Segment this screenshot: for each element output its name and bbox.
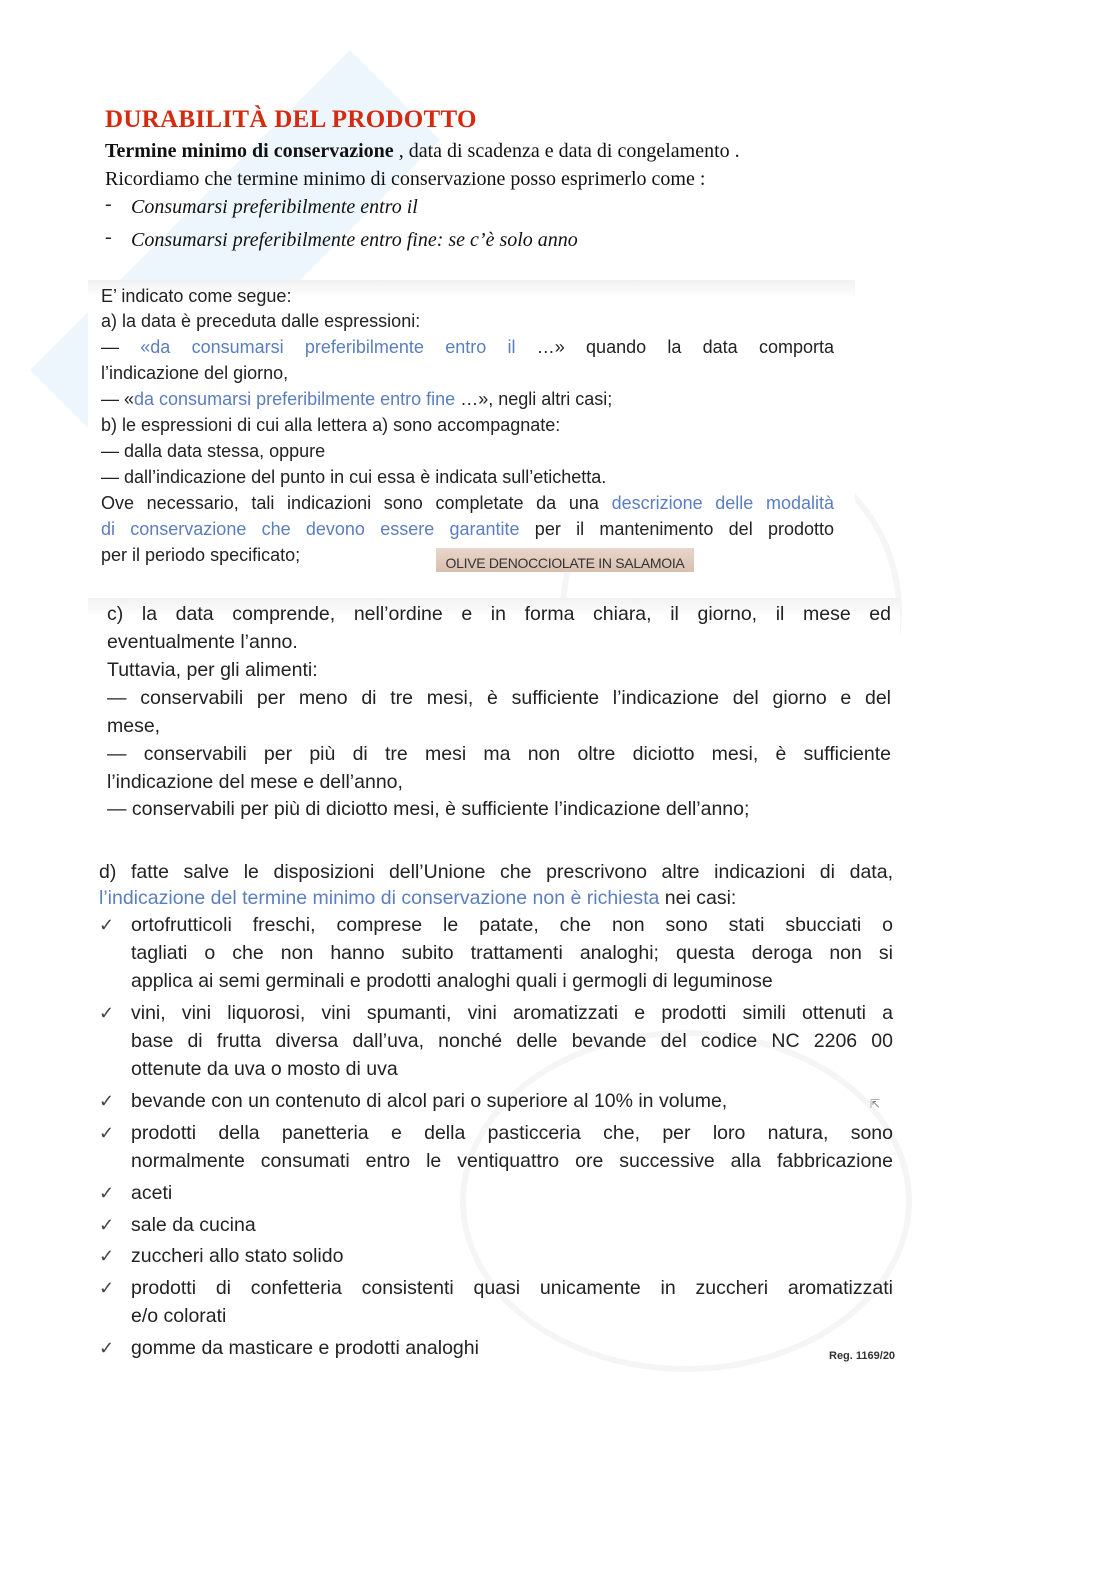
- checkmark-icon: ✓: [99, 1215, 115, 1235]
- text-line: [107, 603, 891, 626]
- text-line: [101, 519, 834, 540]
- highlighted-text: di conservazione che devono essere garantite: [101, 519, 520, 539]
- text-line: [131, 1030, 893, 1053]
- text-segment: l’indicazione del giorno,: [101, 363, 289, 383]
- checkmark-icon: ✓: [99, 1338, 115, 1358]
- text-line: [99, 887, 736, 910]
- dash-bullet: -: [105, 226, 112, 248]
- intro-rest: , data di scadenza e data di congelamento .: [393, 140, 740, 162]
- text-line: [101, 337, 834, 358]
- highlighted-text: l’indicazione del termine minimo di conservazione non è richiesta: [99, 887, 660, 909]
- text-segment: per il mantenimento del prodotto: [519, 519, 835, 539]
- mouse-cursor-icon: ⇱: [870, 1097, 881, 1111]
- text-segment: — conservabili per meno di tre mesi, è sufficiente l’indicazione del giorno e del: [107, 687, 891, 709]
- text-line: [107, 798, 749, 821]
- text-line: [131, 1277, 893, 1300]
- regulation-reference: Reg. 1169/20: [829, 1350, 896, 1362]
- text-line: [107, 715, 160, 738]
- text-line: [131, 970, 773, 993]
- text-segment: b) le espressioni di cui alla lettera a) sono accompagnate:: [101, 415, 561, 435]
- text-segment: per il periodo specificato;: [101, 545, 301, 565]
- text-segment: — conservabili per più di tre mesi ma non oltre diciotto mesi, è sufficiente: [107, 743, 891, 765]
- text-line: [101, 493, 834, 514]
- text-segment: a) la data è preceduta dalle espressioni:: [101, 311, 421, 331]
- text-line: [131, 1122, 893, 1145]
- checkmark-icon: ✓: [99, 1091, 115, 1111]
- text-segment: e/o colorati: [131, 1305, 227, 1327]
- intro-bullet: Consumarsi preferibilmente entro il: [131, 196, 418, 218]
- checkmark-icon: ✓: [99, 1246, 115, 1266]
- text-segment: vini, vini liquorosi, vini spumanti, vini aromatizzati e prodotti simili ottenuti a: [131, 1002, 893, 1024]
- text-segment: d) fatte salve le disposizioni dell’Unione che prescrivono altre indicazioni di data,: [99, 861, 893, 883]
- text-segment: bevande con un contenuto di alcol pari o superiore al 10% in volume,: [131, 1090, 728, 1112]
- intro-bullet: Consumarsi preferibilmente entro fine: se c’è solo anno: [131, 229, 578, 251]
- intro-bold-term: Termine minimo di conservazione: [105, 140, 394, 162]
- text-line: [101, 363, 288, 384]
- text-segment: — dalla data stessa, oppure: [101, 441, 326, 461]
- text-segment: …» quando la data comporta: [515, 337, 834, 357]
- text-segment: tagliati o che non hanno subito trattamenti analoghi; questa deroga non si: [131, 942, 893, 964]
- checkmark-icon: ✓: [99, 1123, 115, 1143]
- text-line: [99, 861, 893, 884]
- text-segment: — «: [101, 389, 135, 409]
- text-segment: zuccheri allo stato solido: [131, 1245, 344, 1267]
- text-line: [107, 687, 891, 710]
- page-title: DURABILITÀ DEL PRODOTTO: [105, 106, 477, 133]
- highlighted-text: «da consumarsi preferibilmente entro il: [140, 337, 516, 357]
- text-segment: applica ai semi germinali e prodotti analoghi quali i germogli di leguminose: [131, 970, 773, 992]
- text-line: [131, 1058, 398, 1081]
- text-segment: — conservabili per più di diciotto mesi, è sufficiente l’indicazione dell’anno;: [107, 798, 750, 820]
- text-line: [101, 311, 420, 332]
- text-line: [101, 467, 606, 488]
- text-line: [131, 914, 893, 937]
- checkmark-icon: ✓: [99, 915, 115, 935]
- text-segment: ortofrutticoli freschi, comprese le patate, che non sono stati sbucciati o: [131, 914, 893, 936]
- text-segment: c) la data comprende, nell’ordine e in forma chiara, il giorno, il mese ed: [107, 603, 891, 625]
- text-segment: normalmente consumati entro le ventiquattro ore successive alla fabbricazione: [131, 1150, 893, 1172]
- text-line: [107, 743, 891, 766]
- text-line: [101, 389, 612, 410]
- text-segment: gomme da masticare e prodotti analoghi: [131, 1337, 479, 1359]
- text-line: [131, 1182, 172, 1205]
- checkmark-icon: ✓: [99, 1278, 115, 1298]
- highlighted-text: da consumarsi preferibilmente entro fine: [134, 389, 456, 409]
- text-line: [131, 1214, 256, 1237]
- text-segment: — dall’indicazione del punto in cui essa è indicata sull’etichetta.: [101, 467, 607, 487]
- text-line: [131, 1245, 343, 1268]
- text-segment: ottenute da uva o mosto di uva: [131, 1058, 398, 1080]
- text-line: [101, 545, 300, 566]
- highlighted-text: descrizione delle modalità: [611, 493, 834, 513]
- checkmark-icon: ✓: [99, 1003, 115, 1023]
- text-segment: base di frutta diversa dall’uva, nonché delle bevande del codice NC 2206 00: [131, 1030, 893, 1052]
- intro-line-2: Ricordiamo che termine minimo di conservazione posso esprimerlo come :: [105, 168, 706, 190]
- text-segment: prodotti della panetteria e della pasticceria che, per loro natura, sono: [131, 1122, 893, 1144]
- text-line: [101, 415, 560, 436]
- text-line: [131, 1090, 727, 1113]
- text-line: [101, 441, 325, 462]
- dash-bullet: -: [105, 193, 112, 215]
- text-segment: eventualmente l’anno.: [107, 631, 298, 653]
- checkmark-icon: ✓: [99, 1183, 115, 1203]
- text-segment: Ove necessario, tali indicazioni sono completate da una: [101, 493, 612, 513]
- product-label-image: OLIVE DENOCCIOLATE IN SALAMOIA: [436, 548, 694, 572]
- text-segment: Tuttavia, per gli alimenti:: [107, 659, 318, 681]
- text-line: [107, 631, 298, 654]
- text-segment: nei casi:: [659, 887, 737, 909]
- text-line: [131, 1337, 479, 1360]
- watermark-seal: [460, 1030, 912, 1372]
- text-line: [131, 1002, 893, 1025]
- text-segment: —: [101, 337, 141, 357]
- text-line: [107, 659, 318, 682]
- text-line: [131, 1150, 893, 1173]
- text-line: [131, 942, 893, 965]
- text-line: [107, 771, 403, 794]
- text-segment: mese,: [107, 715, 161, 737]
- text-line: [131, 1305, 226, 1328]
- text-segment: sale da cucina: [131, 1214, 256, 1236]
- text-segment: aceti: [131, 1182, 173, 1204]
- text-segment: l’indicazione del mese e dell’anno,: [107, 771, 403, 793]
- text-segment: E’ indicato come segue:: [101, 286, 292, 306]
- text-segment: …», negli altri casi;: [455, 389, 613, 409]
- text-segment: prodotti di confetteria consistenti quasi unicamente in zuccheri aromatizzati: [131, 1277, 893, 1299]
- intro-line-1: [105, 140, 740, 163]
- text-line: [101, 286, 291, 307]
